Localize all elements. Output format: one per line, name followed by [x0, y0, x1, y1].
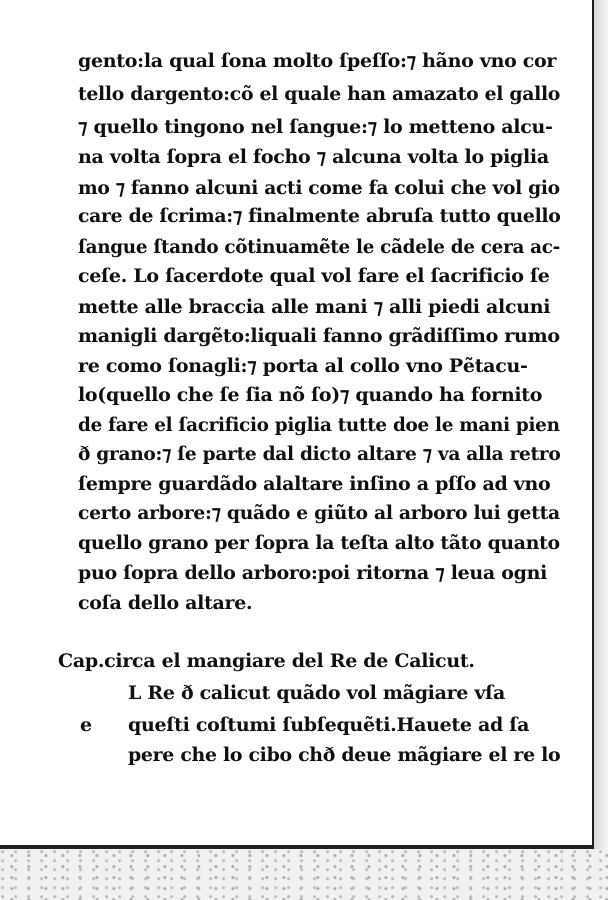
guide-letter: e [80, 714, 93, 736]
text-line: care de ſcrima:⁊ finalmente abruſa tutto quello [78, 205, 561, 227]
text-line: ſempre guardãdo alaltare inſino a pſſo ad vno [78, 473, 551, 495]
text-line: mo ⁊ fanno alcuni acti come fa colui che vol gio [78, 177, 560, 199]
text-line: puo ſopra dello arboro:poi ritorna ⁊ leua ogni [78, 562, 548, 584]
text-line: queſti coſtumi ſubſequẽti.Hauete ad ſa [128, 714, 530, 736]
text-line: pere che lo cibo chð deue mãgiare el re lo [128, 744, 561, 766]
text-line: coſa dello altare. [78, 592, 253, 614]
scan-border-bottom [0, 849, 608, 900]
page-right-edge [592, 0, 594, 845]
text-line: mette alle braccia alle mani ⁊ alli piedi alcuni [78, 296, 551, 318]
text-line: L Re ð calicut quãdo vol mãgiare vſa [128, 682, 506, 704]
text-line: tello dargento:cõ el quale han amazato el gallo [78, 83, 561, 105]
text-line: ceſe. Lo ſacerdote qual vol fare el ſacrificio ſe [78, 265, 550, 287]
text-line: ð grano:⁊ ſe parte dal dicto altare ⁊ va alla retro [78, 443, 561, 465]
text-line: de fare el ſacrificio piglia tutte doe le mani pien [78, 414, 560, 436]
text-line: ⁊ quello tingono nel ſangue:⁊ lo metteno alcu- [78, 116, 553, 138]
text-line: gento:la qual ſona molto ſpeſſo:⁊ hãno vno cor [78, 50, 557, 72]
text-line: quello grano per ſopra la teſta alto tãto quanto [78, 532, 560, 554]
text-line: ſangue ſtando cõtinuamẽte le cãdele de cera ac- [78, 236, 560, 258]
page-right-shadow [594, 0, 608, 900]
text-line: re como ſonagli:⁊ porta al collo vno Pẽtacu- [78, 355, 528, 377]
chapter-heading: Cap.circa el mangiare del Re de Calicut. [58, 650, 475, 672]
text-line: certo arbore:⁊ quãdo e giũto al arboro lui getta [78, 502, 560, 524]
text-line: manigli dargẽto:liquali fanno grãdiſſimo rumo [78, 325, 560, 347]
text-line: na volta ſopra el focho ⁊ alcuna volta lo piglia [78, 146, 549, 168]
text-line: lo(quello che ſe ſia nõ ſo)⁊ quando ha fornito [78, 384, 543, 406]
